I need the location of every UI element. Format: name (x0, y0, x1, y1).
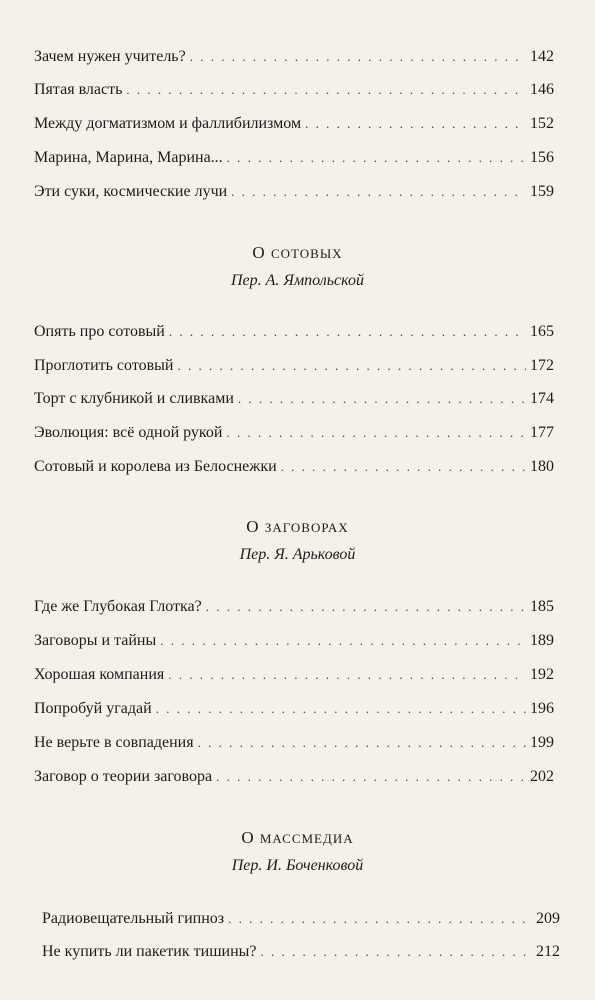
entry-title: Радиовещательный гипноз (42, 910, 225, 927)
heading-first-letter: О (252, 243, 266, 262)
heading-rest: сотовых (270, 242, 343, 263)
entry-page: 146 (530, 81, 554, 98)
entry-title: Проглотить сотовый (34, 357, 174, 374)
heading-first-letter: О (246, 517, 260, 536)
entry-page: 185 (530, 598, 554, 615)
entry-title: Не верьте в совпадения (34, 734, 194, 751)
entry-page: 174 (530, 390, 554, 407)
entry-title: Эти суки, космические лучи (34, 183, 228, 200)
toc-entry (34, 45, 554, 69)
dot-leader (238, 387, 526, 411)
entry-page: 142 (530, 48, 554, 65)
section-heading (0, 827, 595, 849)
toc-entry (34, 663, 554, 687)
entry-title: Эволюция: всё одной рукой (34, 424, 223, 441)
dot-leader (227, 146, 526, 170)
entry-title: Сотовый и королева из Белоснежки (34, 458, 277, 475)
translator-credit: Пер. Я. Арьковой (239, 546, 356, 563)
dot-leader (126, 78, 526, 102)
entry-title: Зачем нужен учитель? (34, 48, 186, 65)
entry-page: 192 (530, 666, 554, 683)
dot-leader (169, 320, 526, 344)
toc-entry (34, 421, 554, 445)
entry-page: 152 (530, 115, 554, 132)
entry-page: 177 (530, 424, 554, 441)
entry-page: 159 (530, 183, 554, 200)
dot-leader (168, 663, 526, 687)
entry-title: Где же Глубокая Глотка? (34, 598, 202, 615)
dot-leader (190, 45, 526, 69)
translator-credit: Пер. А. Ямпольской (231, 272, 364, 289)
entry-title: Марина, Марина, Марина... (34, 149, 223, 166)
toc-entry (34, 595, 554, 619)
dot-leader (160, 629, 526, 653)
toc-entry (34, 387, 554, 411)
entry-title: Опять про сотовый (34, 323, 165, 340)
heading-rest: заговорах (264, 516, 349, 537)
dot-leader (216, 765, 526, 789)
dot-leader (228, 907, 532, 931)
entry-page: 172 (530, 357, 554, 374)
dot-leader (206, 595, 526, 619)
toc-entry (34, 765, 554, 789)
toc-entry (34, 455, 554, 479)
toc-entry (34, 180, 554, 204)
dot-leader (305, 112, 526, 136)
entry-title: Между догматизмом и фаллибилизмом (34, 115, 302, 132)
toc-entry (34, 354, 554, 378)
entry-page: 189 (530, 632, 554, 649)
dot-leader (231, 180, 526, 204)
translator-credit: Пер. И. Боченковой (231, 857, 364, 874)
dot-leader (226, 421, 526, 445)
heading-rest: массмедиа (259, 827, 354, 848)
section-heading (0, 516, 595, 538)
dot-leader (260, 940, 532, 964)
toc-entry (34, 320, 554, 344)
entry-page: 196 (530, 700, 554, 717)
entry-title: Хорошая компания (34, 666, 165, 683)
dot-leader (198, 731, 526, 755)
entry-title: Заговоры и тайны (34, 632, 157, 649)
section-heading (0, 242, 595, 264)
toc-entry (34, 731, 554, 755)
entry-page: 165 (530, 323, 554, 340)
heading-first-letter: О (241, 828, 255, 847)
dot-leader (177, 354, 526, 378)
entry-page: 180 (530, 458, 554, 475)
entry-page: 202 (530, 768, 554, 785)
entry-page: 156 (530, 149, 554, 166)
entry-title: Пятая власть (34, 81, 123, 98)
toc-entry (34, 697, 554, 721)
dot-leader (281, 455, 526, 479)
toc-entry (34, 146, 554, 170)
dot-leader (156, 697, 526, 721)
entry-title: Попробуй угадай (34, 700, 152, 717)
toc-entry (42, 940, 560, 964)
entry-page: 212 (536, 943, 560, 960)
entry-page: 199 (530, 734, 554, 751)
toc-entry (42, 907, 560, 931)
entry-page: 209 (536, 910, 560, 927)
toc-entry (34, 78, 554, 102)
entry-title: Не купить ли пакетик тишины? (42, 943, 257, 960)
toc-entry (34, 112, 554, 136)
toc-entry (34, 629, 554, 653)
entry-title: Заговор о теории заговора (34, 768, 213, 785)
entry-title: Торт с клубникой и сливками (34, 390, 234, 407)
